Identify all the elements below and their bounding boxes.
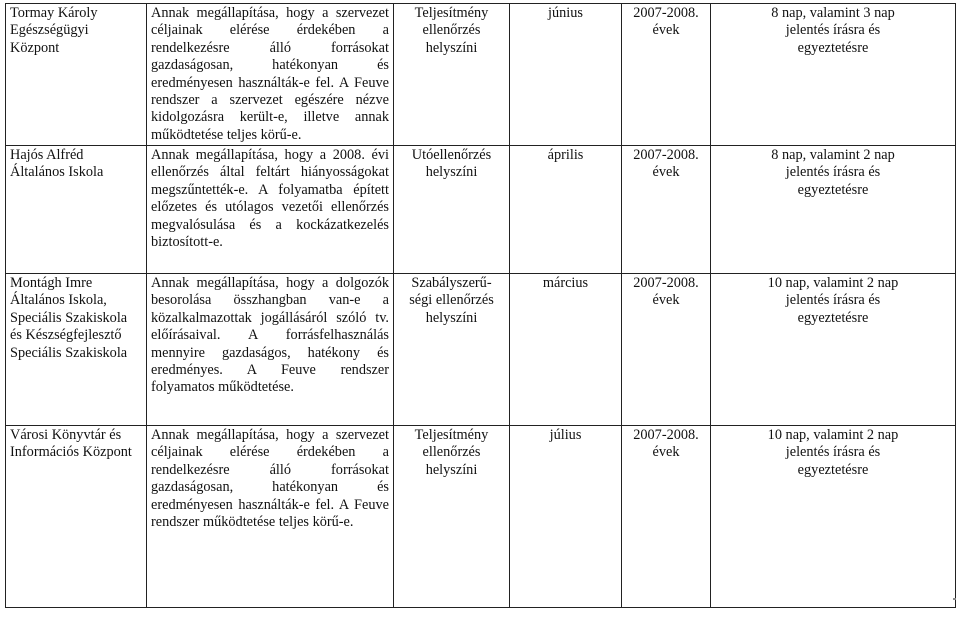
unit-line: Központ [10, 39, 60, 56]
unit-line: Egészségügyi [10, 22, 89, 39]
audit-type-line: helyszíni [425, 39, 478, 56]
audit-type-line: helyszíni [425, 309, 478, 326]
unit-cell [6, 274, 147, 426]
scan-speck [953, 598, 956, 600]
table-row [6, 274, 956, 426]
audit-type-cell [394, 274, 510, 426]
audit-type-cell [394, 4, 510, 146]
unit-line: Általános Iskola, [10, 292, 107, 309]
description-cell: Annak megállapítása, hogy a dolgozók besorolása összhangban van-e a közalkalmazottak jogállásáról szóló tv. előírásaival. A forrásfelhasználás mennyire gazdaságos, hatékony és eredményes. A Feuve rendszer folyamatos működtetése. [147, 274, 394, 426]
audit-type-cell [394, 146, 510, 274]
report-line: egyeztetésre [797, 181, 869, 198]
description-cell: Annak megállapítása, hogy a szervezet céljainak elérése érdekében a rendelkezésre álló forrásokat gazdaságosan, hatékonyan és eredményesen használták-e fel. A Feuve rendszer a szervezet egészére nézve kidolgozásra került-e, illetve annak működtetése teljes körű-e. [147, 4, 394, 146]
period-line: 2007-2008. [633, 147, 699, 163]
audit-type-line: ellenőrzés [422, 444, 481, 461]
unit-cell [6, 4, 147, 146]
report-cell [711, 4, 956, 146]
unit-line: Általános Iskola [10, 164, 104, 181]
unit-line: Hajós Alfréd [10, 147, 84, 163]
report-line: jelentés írásra és [785, 292, 881, 309]
audit-type-line: helyszíni [425, 164, 478, 181]
month-cell: március [510, 274, 622, 426]
unit-line: Speciális Szakiskola [10, 309, 128, 326]
unit-line: Városi Könyvtár és [10, 427, 122, 443]
period-cell [622, 4, 711, 146]
audit-plan-table [5, 3, 956, 608]
unit-line: Speciális Szakiskola [10, 344, 128, 361]
audit-type-line: Teljesítmény [414, 427, 489, 443]
audit-type-line: ségi ellenőrzés [409, 292, 494, 309]
unit-line: és Készségfejlesztő [10, 327, 122, 344]
report-line: egyeztetésre [797, 309, 869, 326]
month-cell: április [510, 146, 622, 274]
unit-line: Montágh Imre [10, 275, 93, 291]
period-line: évek [652, 22, 680, 39]
period-line: évek [652, 292, 680, 309]
report-line: jelentés írásra és [785, 444, 881, 461]
report-line: egyeztetésre [797, 461, 869, 478]
report-line: 10 nap, valamint 2 nap [767, 427, 899, 443]
period-line: 2007-2008. [633, 275, 699, 291]
period-cell [622, 426, 711, 608]
unit-line: Információs Központ [10, 444, 132, 461]
report-line: 8 nap, valamint 2 nap [771, 147, 895, 163]
period-cell [622, 146, 711, 274]
audit-type-line: helyszíni [425, 461, 478, 478]
period-line: évek [652, 164, 680, 181]
month-cell: június [510, 4, 622, 146]
audit-type-cell [394, 426, 510, 608]
unit-cell [6, 426, 147, 608]
audit-type-line: Utóellenőrzés [411, 147, 492, 163]
table-row [6, 4, 956, 146]
report-line: jelentés írásra és [785, 164, 881, 181]
audit-type-line: Teljesítmény [414, 5, 489, 21]
period-line: 2007-2008. [633, 5, 699, 21]
report-cell [711, 274, 956, 426]
table-row [6, 426, 956, 608]
description-cell: Annak megállapítása, hogy a 2008. évi ellenőrzés által feltárt hiányosságokat megszűntették-e. A folyamatba épített előzetes és utólagos vezetői ellenőrzés megvalósulása és a kockázatkezelés biztosított-e. [147, 146, 394, 274]
report-cell [711, 146, 956, 274]
table-row [6, 146, 956, 274]
report-cell [711, 426, 956, 608]
period-cell [622, 274, 711, 426]
period-line: évek [652, 444, 680, 461]
report-line: 8 nap, valamint 3 nap [771, 5, 895, 21]
unit-line: Tormay Károly [10, 5, 98, 21]
unit-cell [6, 146, 147, 274]
report-line: egyeztetésre [797, 39, 869, 56]
period-line: 2007-2008. [633, 427, 699, 443]
description-cell: Annak megállapítása, hogy a szervezet céljainak elérése érdekében a rendelkezésre álló forrásokat gazdaságosan, hatékonyan és eredményesen használták-e fel. A Feuve rendszer működtetése teljes körű-e. [147, 426, 394, 608]
report-line: jelentés írásra és [785, 22, 881, 39]
month-cell: július [510, 426, 622, 608]
report-line: 10 nap, valamint 2 nap [767, 275, 899, 291]
audit-type-line: Szabályszerű- [411, 275, 492, 291]
audit-type-line: ellenőrzés [422, 22, 481, 39]
